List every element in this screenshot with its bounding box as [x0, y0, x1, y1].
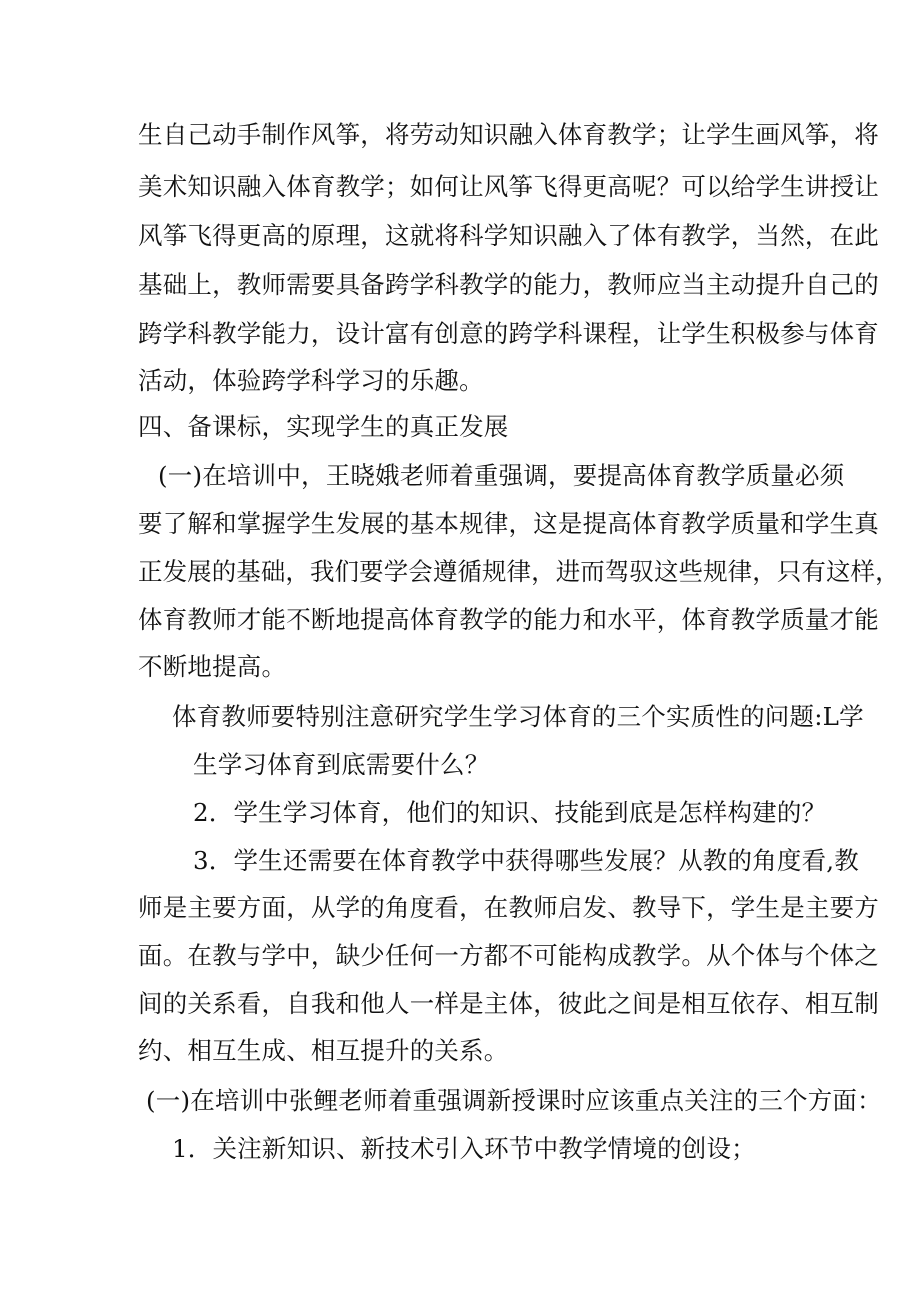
- paragraph-5: (一)在培训中张鲤老师着重强调新授课时应该重点关注的三个方面：: [146, 1086, 882, 1115]
- paragraph-1-line-5: 跨学科教学能力，设计富有创意的跨学科课程，让学生积极参与体育: [138, 319, 879, 348]
- paragraph-2-line-2: 要了解和掌握学生发展的基本规律，这是提高体育教学质量和学生真: [138, 509, 879, 538]
- list-item-1: 1．关注新知识、新技术引入环节中教学情境的创设；: [172, 1134, 756, 1163]
- paragraph-4-line-2: 师是主要方面，从学的角度看，在教师启发、教导下，学生是主要方: [138, 893, 879, 922]
- paragraph-1-line-4: 基础上，教师需要具备跨学科教学的能力，教师应当主动提升自己的: [138, 270, 879, 299]
- paragraph-3-line-1: 体育教师要特别注意研究学生学习体育的三个实质性的问题:L学: [172, 702, 864, 731]
- paragraph-4-line-3: 面。在教与学中，缺少任何一方都不可能构成教学。从个体与个体之: [138, 941, 879, 970]
- paragraph-2-line-5: 不断地提高。: [138, 652, 287, 681]
- paragraph-2-line-1: (一)在培训中，王晓娥老师着重强调，要提高体育教学质量必须: [158, 461, 845, 490]
- list-item-2: 2．学生学习体育，他们的知识、技能到底是怎样构建的？: [193, 798, 827, 827]
- paragraph-2-line-4: 体育教师才能不断地提高体育教学的能力和水平，体育教学质量才能: [138, 605, 879, 634]
- paragraph-1-line-2: 美术知识融入体育教学；如何让风筝飞得更高呢？可以给学生讲授让: [138, 172, 879, 201]
- paragraph-4-line-5: 约、相互生成、相互提升的关系。: [138, 1036, 509, 1065]
- paragraph-2-line-3: 正发展的基础，我们要学会遵循规律，进而驾驭这些规律，只有这样，: [138, 557, 900, 586]
- paragraph-1-line-3: 风筝飞得更高的原理，这就将科学知识融入了体有教学，当然，在此: [138, 221, 879, 250]
- paragraph-4-line-1: 3．学生还需要在体育教学中获得哪些发展？从教的角度看,教: [193, 846, 859, 875]
- paragraph-4-line-4: 间的关系看，自我和他人一样是主体，彼此之间是相互依存、相互制: [138, 989, 879, 1018]
- section-heading-4: 四、备课标，实现学生的真正发展: [138, 412, 509, 441]
- paragraph-3-line-2: 生学习体育到底需要什么？: [193, 750, 490, 779]
- paragraph-1-line-1: 生自己动手制作风筝，将劳动知识融入体育教学；让学生画风筝，将: [138, 120, 879, 149]
- paragraph-1-line-6: 活动，体验跨学科学习的乐趣。: [138, 366, 484, 395]
